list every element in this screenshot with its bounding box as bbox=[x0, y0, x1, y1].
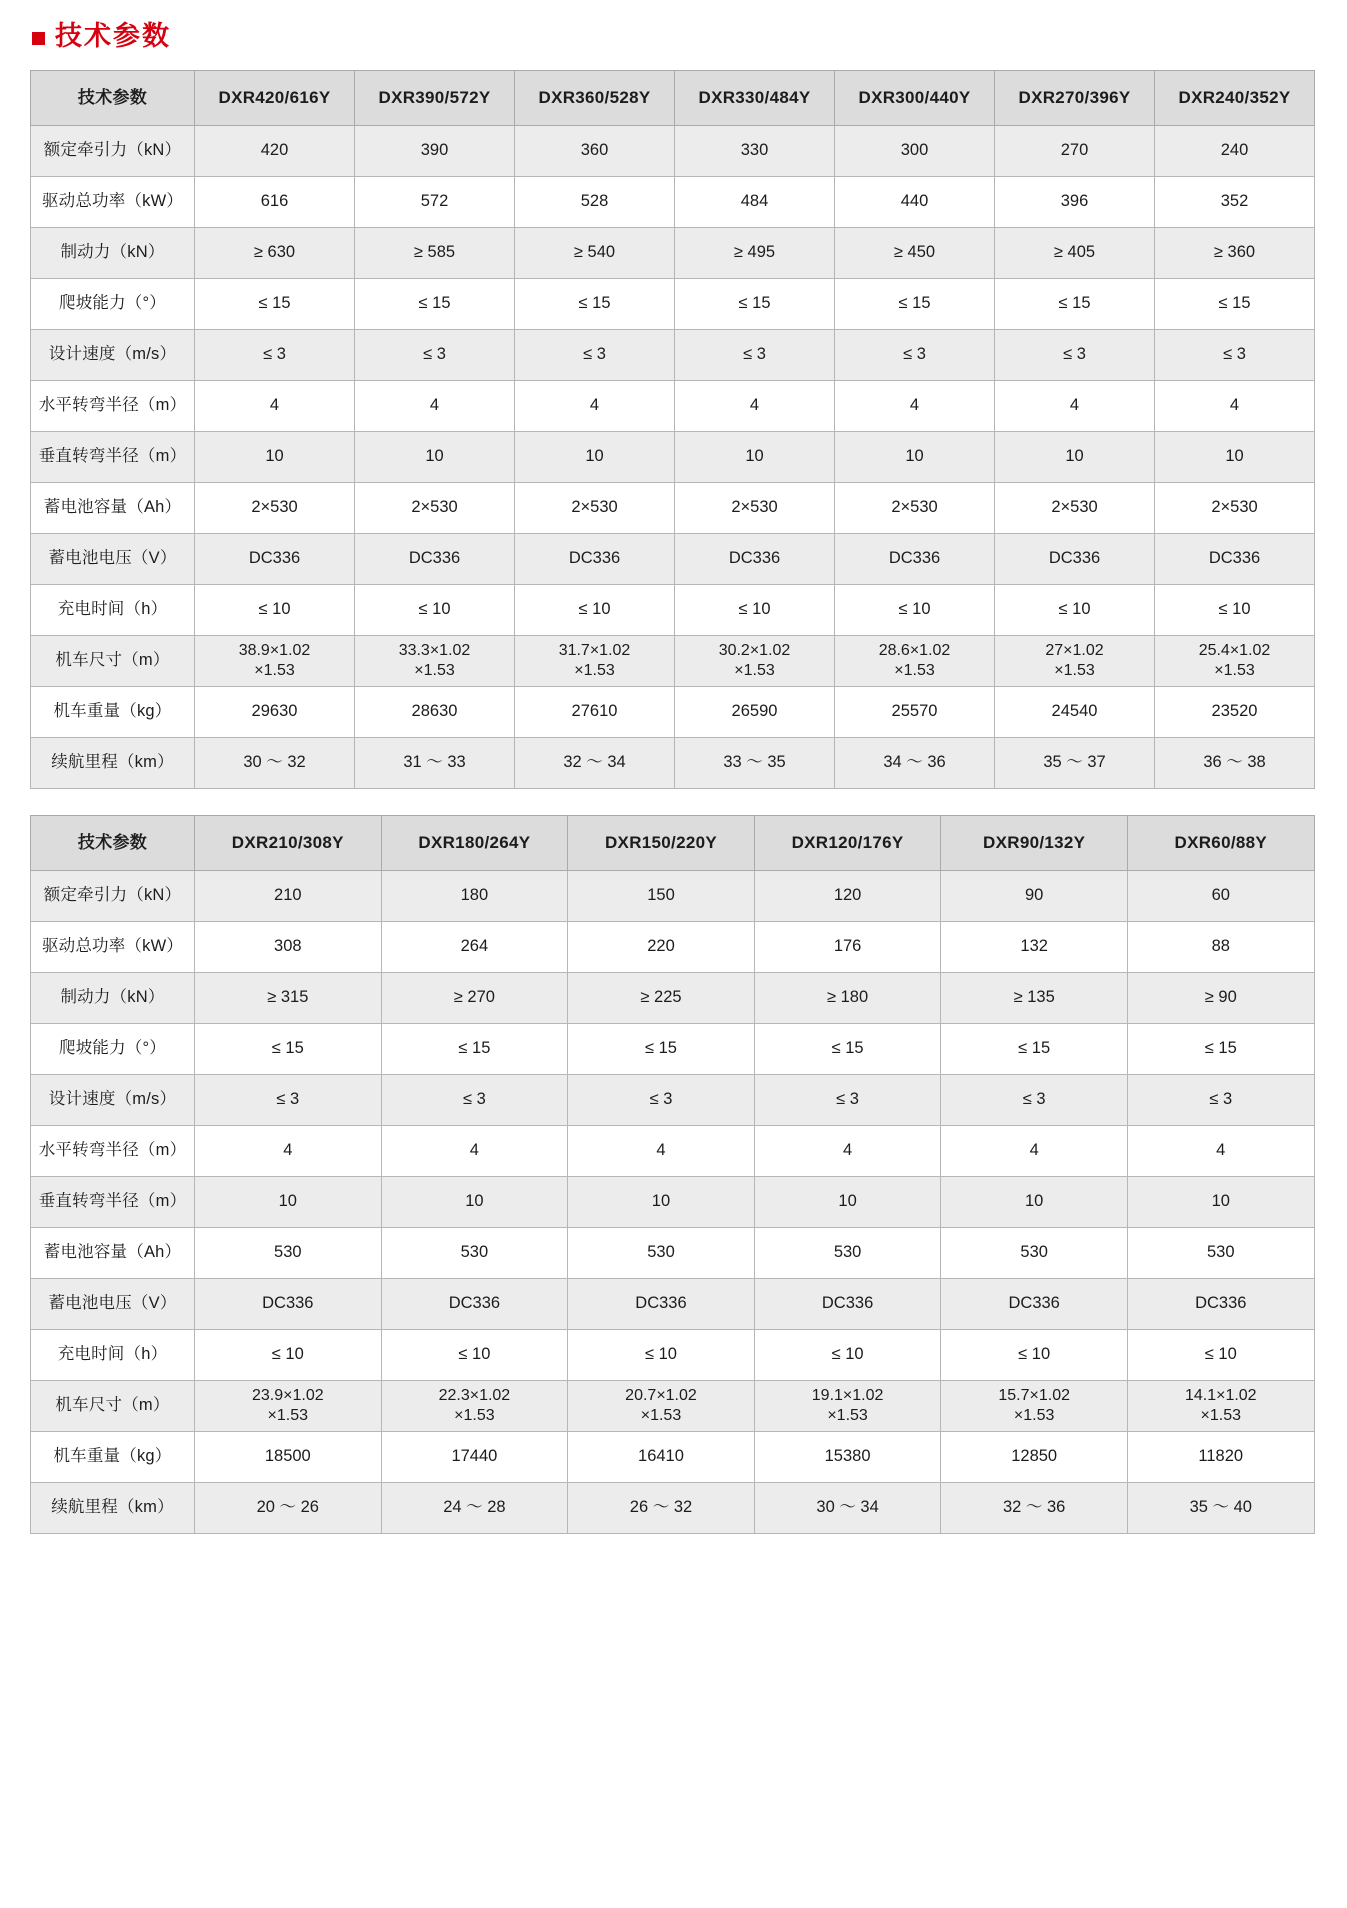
table-cell: ≤ 15 bbox=[995, 278, 1155, 329]
table-cell: 60 bbox=[1127, 870, 1314, 921]
table-cell: 11820 bbox=[1127, 1431, 1314, 1482]
table-row bbox=[31, 870, 1315, 921]
table-row bbox=[31, 125, 1315, 176]
table-cell: DC336 bbox=[995, 533, 1155, 584]
table-cell: ≥ 585 bbox=[355, 227, 515, 278]
dimension-line: 33.3×1.02 bbox=[398, 642, 471, 660]
row-label: 驱动总功率（kW） bbox=[31, 921, 195, 972]
table-cell: DC336 bbox=[515, 533, 675, 584]
table-cell: ≤ 10 bbox=[515, 584, 675, 635]
table-cell: ≤ 15 bbox=[835, 278, 995, 329]
table-body-1 bbox=[31, 125, 1315, 788]
table-cell: ≤ 3 bbox=[835, 329, 995, 380]
table-cell: 10 bbox=[754, 1176, 941, 1227]
table-cell: 10 bbox=[675, 431, 835, 482]
table-cell: 4 bbox=[995, 380, 1155, 431]
table-cell: 440 bbox=[835, 176, 995, 227]
table-cell: 180 bbox=[381, 870, 568, 921]
dimension-line: 23.9×1.02 bbox=[251, 1387, 324, 1405]
column-header-model: DXR420/616Y bbox=[195, 70, 355, 125]
table-cell: DC336 bbox=[675, 533, 835, 584]
table-cell: 28630 bbox=[355, 686, 515, 737]
table-cell: 30 ～ 34 bbox=[754, 1482, 941, 1533]
table-cell: 35 ～ 37 bbox=[995, 737, 1155, 788]
table-row bbox=[31, 176, 1315, 227]
table-cell: 2×530 bbox=[1155, 482, 1315, 533]
table-cell: ≤ 10 bbox=[1155, 584, 1315, 635]
column-header-model: DXR90/132Y bbox=[941, 815, 1128, 870]
table-row bbox=[31, 329, 1315, 380]
table-cell bbox=[1155, 635, 1315, 686]
row-label: 水平转弯半径（m） bbox=[31, 1125, 195, 1176]
table-row bbox=[31, 1125, 1315, 1176]
table-cell: 4 bbox=[754, 1125, 941, 1176]
table-row bbox=[31, 1482, 1315, 1533]
table-cell: 616 bbox=[195, 176, 355, 227]
table-cell: DC336 bbox=[754, 1278, 941, 1329]
dimension-line: 22.3×1.02 bbox=[438, 1387, 511, 1405]
table-cell: 2×530 bbox=[195, 482, 355, 533]
dimension-line: ×1.53 bbox=[414, 661, 455, 679]
table-cell: 32 ～ 36 bbox=[941, 1482, 1128, 1533]
dimension-line: ×1.53 bbox=[1054, 661, 1095, 679]
table-cell: 10 bbox=[1127, 1176, 1314, 1227]
table-cell: 530 bbox=[754, 1227, 941, 1278]
table-cell: ≤ 15 bbox=[568, 1023, 755, 1074]
table-cell: ≤ 15 bbox=[1155, 278, 1315, 329]
table-row bbox=[31, 1278, 1315, 1329]
column-header-model: DXR360/528Y bbox=[515, 70, 675, 125]
table-cell: ≤ 15 bbox=[941, 1023, 1128, 1074]
row-label: 驱动总功率（kW） bbox=[31, 176, 195, 227]
table-cell: 24 ～ 28 bbox=[381, 1482, 568, 1533]
column-header-model: DXR270/396Y bbox=[995, 70, 1155, 125]
dimension-line: ×1.53 bbox=[827, 1406, 868, 1424]
table-cell: 4 bbox=[195, 380, 355, 431]
row-label: 水平转弯半径（m） bbox=[31, 380, 195, 431]
table-row bbox=[31, 1176, 1315, 1227]
table-cell: 484 bbox=[675, 176, 835, 227]
table-cell bbox=[515, 635, 675, 686]
table-cell: 18500 bbox=[195, 1431, 382, 1482]
table-cell: 2×530 bbox=[515, 482, 675, 533]
table-row bbox=[31, 533, 1315, 584]
column-header-param: 技术参数 bbox=[31, 815, 195, 870]
table-cell: ≤ 10 bbox=[568, 1329, 755, 1380]
dimension-line: 27×1.02 bbox=[1045, 642, 1104, 660]
column-header-model: DXR300/440Y bbox=[835, 70, 995, 125]
table-cell: 12850 bbox=[941, 1431, 1128, 1482]
row-label: 充电时间（h） bbox=[31, 1329, 195, 1380]
row-label: 垂直转弯半径（m） bbox=[31, 431, 195, 482]
table-cell: 10 bbox=[1155, 431, 1315, 482]
dimension-line: ×1.53 bbox=[267, 1406, 309, 1424]
table-cell: ≤ 15 bbox=[355, 278, 515, 329]
table-cell: ≤ 15 bbox=[195, 1023, 382, 1074]
table-cell: 4 bbox=[381, 1125, 568, 1176]
table-cell: 20 ～ 26 bbox=[195, 1482, 382, 1533]
table-cell: 4 bbox=[675, 380, 835, 431]
table-cell: ≤ 15 bbox=[675, 278, 835, 329]
column-header-model: DXR150/220Y bbox=[568, 815, 755, 870]
table-cell: 33 ～ 35 bbox=[675, 737, 835, 788]
square-bullet-icon bbox=[32, 32, 45, 45]
table-cell: ≥ 630 bbox=[195, 227, 355, 278]
table-cell: 360 bbox=[515, 125, 675, 176]
table-cell: 530 bbox=[568, 1227, 755, 1278]
table-cell: 15380 bbox=[754, 1431, 941, 1482]
table-cell: 10 bbox=[568, 1176, 755, 1227]
table-cell: ≤ 3 bbox=[1155, 329, 1315, 380]
table-cell: ≥ 180 bbox=[754, 972, 941, 1023]
table-cell: ≥ 405 bbox=[995, 227, 1155, 278]
table-cell: 390 bbox=[355, 125, 515, 176]
table-cell: 120 bbox=[754, 870, 941, 921]
table-cell: 4 bbox=[835, 380, 995, 431]
dimension-line: ×1.53 bbox=[1013, 1406, 1055, 1424]
table-cell: 4 bbox=[568, 1125, 755, 1176]
row-label: 额定牵引力（kN） bbox=[31, 125, 195, 176]
table-cell: ≥ 90 bbox=[1127, 972, 1314, 1023]
table-cell: DC336 bbox=[941, 1278, 1128, 1329]
table-cell: 420 bbox=[195, 125, 355, 176]
table-cell: 4 bbox=[195, 1125, 382, 1176]
table-cell: ≤ 3 bbox=[195, 1074, 382, 1125]
dimension-line: ×1.53 bbox=[734, 661, 775, 679]
spec-table-1 bbox=[30, 70, 1315, 789]
table-cell: 150 bbox=[568, 870, 755, 921]
table-cell: 176 bbox=[754, 921, 941, 972]
row-label: 续航里程（km） bbox=[31, 737, 195, 788]
table-header-row bbox=[31, 815, 1315, 870]
table-cell: DC336 bbox=[355, 533, 515, 584]
table-row bbox=[31, 1023, 1315, 1074]
table-cell: 23520 bbox=[1155, 686, 1315, 737]
row-label: 充电时间（h） bbox=[31, 584, 195, 635]
row-label: 制动力（kN） bbox=[31, 972, 195, 1023]
table-row bbox=[31, 431, 1315, 482]
table-cell: 2×530 bbox=[995, 482, 1155, 533]
table-cell: ≤ 10 bbox=[1127, 1329, 1314, 1380]
row-label: 设计速度（m/s） bbox=[31, 1074, 195, 1125]
dimension-line: ×1.53 bbox=[1200, 1406, 1241, 1424]
table-row bbox=[31, 1380, 1315, 1431]
table-cell: ≤ 3 bbox=[381, 1074, 568, 1125]
row-label: 制动力（kN） bbox=[31, 227, 195, 278]
table-cell bbox=[568, 1380, 755, 1431]
table-cell: 10 bbox=[515, 431, 675, 482]
table-cell: 17440 bbox=[381, 1431, 568, 1482]
table-row bbox=[31, 482, 1315, 533]
table-cell: ≥ 360 bbox=[1155, 227, 1315, 278]
table-cell: ≤ 10 bbox=[675, 584, 835, 635]
table-cell bbox=[381, 1380, 568, 1431]
table-cell: ≤ 3 bbox=[675, 329, 835, 380]
table-cell: 132 bbox=[941, 921, 1128, 972]
table-header-1 bbox=[31, 70, 1315, 125]
table-cell: 240 bbox=[1155, 125, 1315, 176]
table-cell: 530 bbox=[381, 1227, 568, 1278]
column-header-model: DXR240/352Y bbox=[1155, 70, 1315, 125]
dimension-line: 38.9×1.02 bbox=[238, 642, 311, 660]
table-cell: 220 bbox=[568, 921, 755, 972]
table-cell bbox=[941, 1380, 1128, 1431]
table-cell bbox=[675, 635, 835, 686]
row-label: 爬坡能力（°） bbox=[31, 278, 195, 329]
table-cell bbox=[835, 635, 995, 686]
dimension-line: ×1.53 bbox=[254, 661, 295, 679]
table-cell: ≤ 15 bbox=[195, 278, 355, 329]
table-cell: 2×530 bbox=[675, 482, 835, 533]
table-cell: 270 bbox=[995, 125, 1155, 176]
table-cell: ≤ 15 bbox=[754, 1023, 941, 1074]
table-cell: 26590 bbox=[675, 686, 835, 737]
table-cell: 10 bbox=[195, 1176, 382, 1227]
table-cell: 264 bbox=[381, 921, 568, 972]
table-row bbox=[31, 1074, 1315, 1125]
table-cell: 308 bbox=[195, 921, 382, 972]
table-cell bbox=[355, 635, 515, 686]
table-cell bbox=[995, 635, 1155, 686]
table-cell: ≤ 10 bbox=[835, 584, 995, 635]
table-cell: 16410 bbox=[568, 1431, 755, 1482]
table-cell: 10 bbox=[941, 1176, 1128, 1227]
table-row bbox=[31, 686, 1315, 737]
table-row bbox=[31, 635, 1315, 686]
table-cell: 4 bbox=[515, 380, 675, 431]
table-cell: 10 bbox=[381, 1176, 568, 1227]
table-cell bbox=[1127, 1380, 1314, 1431]
table-cell: ≤ 3 bbox=[941, 1074, 1128, 1125]
table-row bbox=[31, 1431, 1315, 1482]
row-label: 机车尺寸（m） bbox=[31, 635, 195, 686]
row-label: 蓄电池容量（Ah） bbox=[31, 1227, 195, 1278]
table-cell: ≤ 3 bbox=[995, 329, 1155, 380]
table-cell: DC336 bbox=[1127, 1278, 1314, 1329]
row-label: 续航里程（km） bbox=[31, 1482, 195, 1533]
table-body-2 bbox=[31, 870, 1315, 1533]
table-row bbox=[31, 972, 1315, 1023]
table-cell: DC336 bbox=[835, 533, 995, 584]
table-cell: 2×530 bbox=[355, 482, 515, 533]
table-cell: ≤ 3 bbox=[1127, 1074, 1314, 1125]
table-cell: ≤ 15 bbox=[1127, 1023, 1314, 1074]
column-header-model: DXR390/572Y bbox=[355, 70, 515, 125]
table-cell: ≥ 135 bbox=[941, 972, 1128, 1023]
dimension-line: 20.7×1.02 bbox=[625, 1387, 697, 1405]
table-cell: 10 bbox=[835, 431, 995, 482]
row-label: 蓄电池容量（Ah） bbox=[31, 482, 195, 533]
table-cell: ≤ 3 bbox=[568, 1074, 755, 1125]
table-cell: DC336 bbox=[381, 1278, 568, 1329]
row-label: 额定牵引力（kN） bbox=[31, 870, 195, 921]
table-cell: 2×530 bbox=[835, 482, 995, 533]
table-cell: ≥ 540 bbox=[515, 227, 675, 278]
table-cell: 530 bbox=[195, 1227, 382, 1278]
dimension-line: 15.7×1.02 bbox=[998, 1387, 1070, 1405]
dimension-line: 28.6×1.02 bbox=[878, 642, 951, 660]
table-cell: 34 ～ 36 bbox=[835, 737, 995, 788]
table-cell: ≤ 3 bbox=[515, 329, 675, 380]
table-cell: ≥ 270 bbox=[381, 972, 568, 1023]
table-cell: ≤ 3 bbox=[754, 1074, 941, 1125]
table-cell: 530 bbox=[1127, 1227, 1314, 1278]
table-cell: 29630 bbox=[195, 686, 355, 737]
table-cell: 10 bbox=[355, 431, 515, 482]
table-row bbox=[31, 737, 1315, 788]
table-cell: ≤ 10 bbox=[195, 584, 355, 635]
table-cell: DC336 bbox=[1155, 533, 1315, 584]
table-cell: 10 bbox=[195, 431, 355, 482]
dimension-line: 30.2×1.02 bbox=[718, 642, 791, 660]
table-cell: 4 bbox=[1127, 1125, 1314, 1176]
table-cell: 32 ～ 34 bbox=[515, 737, 675, 788]
table-row bbox=[31, 278, 1315, 329]
table-header-row bbox=[31, 70, 1315, 125]
table-cell: ≤ 15 bbox=[515, 278, 675, 329]
table-cell: 26 ～ 32 bbox=[568, 1482, 755, 1533]
column-header-param: 技术参数 bbox=[31, 70, 195, 125]
table-cell: 31 ～ 33 bbox=[355, 737, 515, 788]
table-cell bbox=[754, 1380, 941, 1431]
column-header-model: DXR210/308Y bbox=[195, 815, 382, 870]
table-cell: 4 bbox=[1155, 380, 1315, 431]
row-label: 蓄电池电压（V） bbox=[31, 533, 195, 584]
row-label: 蓄电池电压（V） bbox=[31, 1278, 195, 1329]
page-title: 技术参数 bbox=[55, 21, 171, 52]
table-cell: 35 ～ 40 bbox=[1127, 1482, 1314, 1533]
table-cell: ≤ 3 bbox=[355, 329, 515, 380]
table-row bbox=[31, 921, 1315, 972]
dimension-line: 19.1×1.02 bbox=[811, 1387, 884, 1405]
dimension-line: ×1.53 bbox=[894, 661, 935, 679]
table-cell: ≤ 15 bbox=[381, 1023, 568, 1074]
dimension-line: ×1.53 bbox=[454, 1406, 495, 1424]
table-cell: ≤ 3 bbox=[195, 329, 355, 380]
dimension-line: 25.4×1.02 bbox=[1198, 642, 1271, 660]
column-header-model: DXR330/484Y bbox=[675, 70, 835, 125]
table-cell: DC336 bbox=[568, 1278, 755, 1329]
table-cell: ≤ 10 bbox=[941, 1329, 1128, 1380]
table-cell: ≥ 225 bbox=[568, 972, 755, 1023]
dimension-line: 31.7×1.02 bbox=[558, 642, 631, 660]
table-row bbox=[31, 584, 1315, 635]
table-cell: ≥ 495 bbox=[675, 227, 835, 278]
column-header-model: DXR120/176Y bbox=[754, 815, 941, 870]
table-cell: 10 bbox=[995, 431, 1155, 482]
table-row bbox=[31, 1329, 1315, 1380]
dimension-line: 14.1×1.02 bbox=[1184, 1387, 1257, 1405]
row-label: 机车重量（kg） bbox=[31, 1431, 195, 1482]
dimension-line: ×1.53 bbox=[574, 661, 615, 679]
table-header-2 bbox=[31, 815, 1315, 870]
table-cell: ≥ 450 bbox=[835, 227, 995, 278]
table-cell: 24540 bbox=[995, 686, 1155, 737]
table-cell: 210 bbox=[195, 870, 382, 921]
table-cell: 528 bbox=[515, 176, 675, 227]
table-cell: 352 bbox=[1155, 176, 1315, 227]
table-cell: 4 bbox=[355, 380, 515, 431]
table-cell: ≤ 10 bbox=[195, 1329, 382, 1380]
table-cell: 25570 bbox=[835, 686, 995, 737]
table-cell: 330 bbox=[675, 125, 835, 176]
table-cell: 572 bbox=[355, 176, 515, 227]
table-cell: 396 bbox=[995, 176, 1155, 227]
table-cell: 90 bbox=[941, 870, 1128, 921]
section-heading bbox=[32, 22, 1317, 52]
table-cell: 530 bbox=[941, 1227, 1128, 1278]
row-label: 设计速度（m/s） bbox=[31, 329, 195, 380]
table-cell: 30 ～ 32 bbox=[195, 737, 355, 788]
table-cell: 88 bbox=[1127, 921, 1314, 972]
table-cell: ≥ 315 bbox=[195, 972, 382, 1023]
row-label: 垂直转弯半径（m） bbox=[31, 1176, 195, 1227]
dimension-line: ×1.53 bbox=[640, 1406, 682, 1424]
table-cell bbox=[195, 1380, 382, 1431]
spec-table-2 bbox=[30, 815, 1315, 1534]
table-cell: 36 ～ 38 bbox=[1155, 737, 1315, 788]
column-header-model: DXR60/88Y bbox=[1127, 815, 1314, 870]
table-cell: ≤ 10 bbox=[754, 1329, 941, 1380]
table-cell: 4 bbox=[941, 1125, 1128, 1176]
table-cell: 300 bbox=[835, 125, 995, 176]
table-cell: DC336 bbox=[195, 533, 355, 584]
row-label: 机车重量（kg） bbox=[31, 686, 195, 737]
row-label: 机车尺寸（m） bbox=[31, 1380, 195, 1431]
dimension-line: ×1.53 bbox=[1214, 661, 1255, 679]
table-cell: 27610 bbox=[515, 686, 675, 737]
table-cell: ≤ 10 bbox=[995, 584, 1155, 635]
table-row bbox=[31, 1227, 1315, 1278]
column-header-model: DXR180/264Y bbox=[381, 815, 568, 870]
row-label: 爬坡能力（°） bbox=[31, 1023, 195, 1074]
table-row bbox=[31, 380, 1315, 431]
table-row bbox=[31, 227, 1315, 278]
table-cell: ≤ 10 bbox=[381, 1329, 568, 1380]
table-cell: ≤ 10 bbox=[355, 584, 515, 635]
table-cell: DC336 bbox=[195, 1278, 382, 1329]
table-cell bbox=[195, 635, 355, 686]
